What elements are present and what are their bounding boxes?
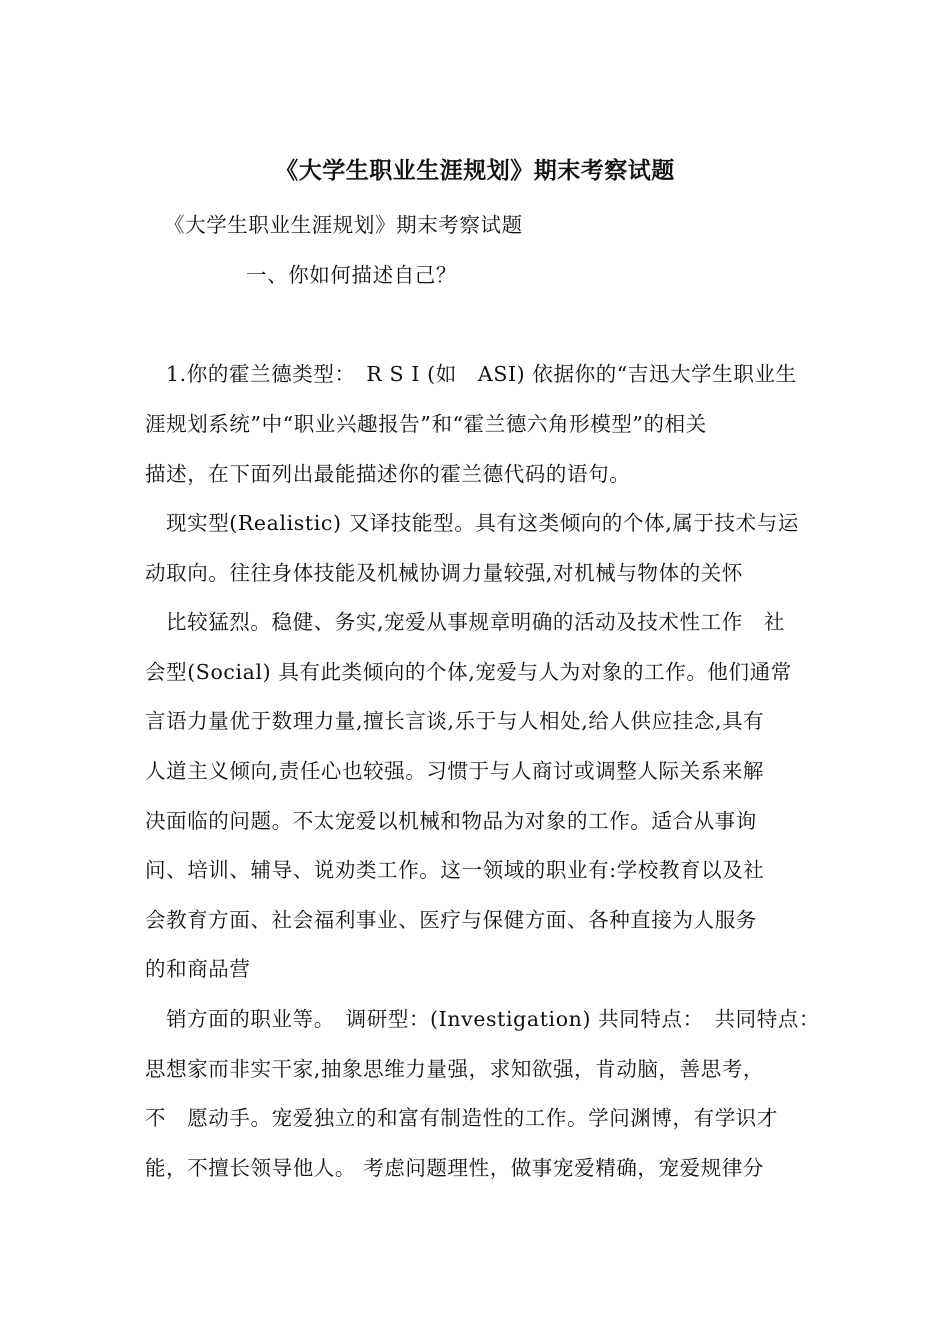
paragraph-line: 描述，在下面列出最能描述你的霍兰德代码的语句。 xyxy=(145,462,631,486)
paragraph-line: 会型(Social) 具有此类倾向的个体,宠爱与人为对象的工作。他们通常 xyxy=(145,660,792,684)
paragraph-line: 1.你的霍兰德类型： R S I (如 ASI) 依据你的“吉迅大学生职业生 xyxy=(166,362,797,386)
paragraph-line: 现实型(Realistic) 又译技能型。具有这类倾向的个体,属于技术与运 xyxy=(166,511,799,535)
paragraph-line: 决面临的问题。不太宠爱以机械和物品为对象的工作。适合从事询 xyxy=(145,809,757,833)
section-heading: 一、你如何描述自己？ xyxy=(246,263,457,287)
paragraph-line: 思想家而非实干家,抽象思维力量强，求知欲强，肯动脑，善思考， xyxy=(145,1057,765,1081)
paragraph-line: 的和商品营 xyxy=(145,957,251,981)
paragraph-line: 会教育方面、社会福利事业、医疗与保健方面、各种直接为人服务 xyxy=(145,908,757,932)
paragraph-line: 不 愿动手。宠爱独立的和富有制造性的工作。学问渊博，有学识才 xyxy=(145,1106,778,1130)
paragraph-line: 动取向。往往身体技能及机械协调力量较强,对机械与物体的关怀 xyxy=(145,561,743,585)
paragraph-line: 能，不擅长领导他人。 考虑问题理性，做事宠爱精确，宠爱规律分 xyxy=(145,1156,765,1180)
document-subtitle: 《大学生职业生涯规划》期末考察试题 xyxy=(164,213,523,237)
paragraph-line: 销方面的职业等。 调研型：(Investigation) 共同特点： 共同特点： xyxy=(166,1007,821,1031)
paragraph-line: 涯规划系统”中“职业兴趣报告”和“霍兰德六角形模型”的相关 xyxy=(145,412,707,436)
paragraph-line: 比较猛烈。稳健、务实,宠爱从事规章明确的活动及技术性工作 社 xyxy=(166,610,786,634)
paragraph-line: 言语力量优于数理力量,擅长言谈,乐于与人相处,给人供应挂念,具有 xyxy=(145,709,765,733)
document-title: 《大学生职业生涯规划》期末考察试题 xyxy=(275,158,675,184)
paragraph-line: 人道主义倾向,责任心也较强。习惯于与人商讨或调整人际关系来解 xyxy=(145,759,765,783)
paragraph-line: 问、培训、辅导、说劝类工作。这一领域的职业有:学校教育以及社 xyxy=(145,858,765,882)
